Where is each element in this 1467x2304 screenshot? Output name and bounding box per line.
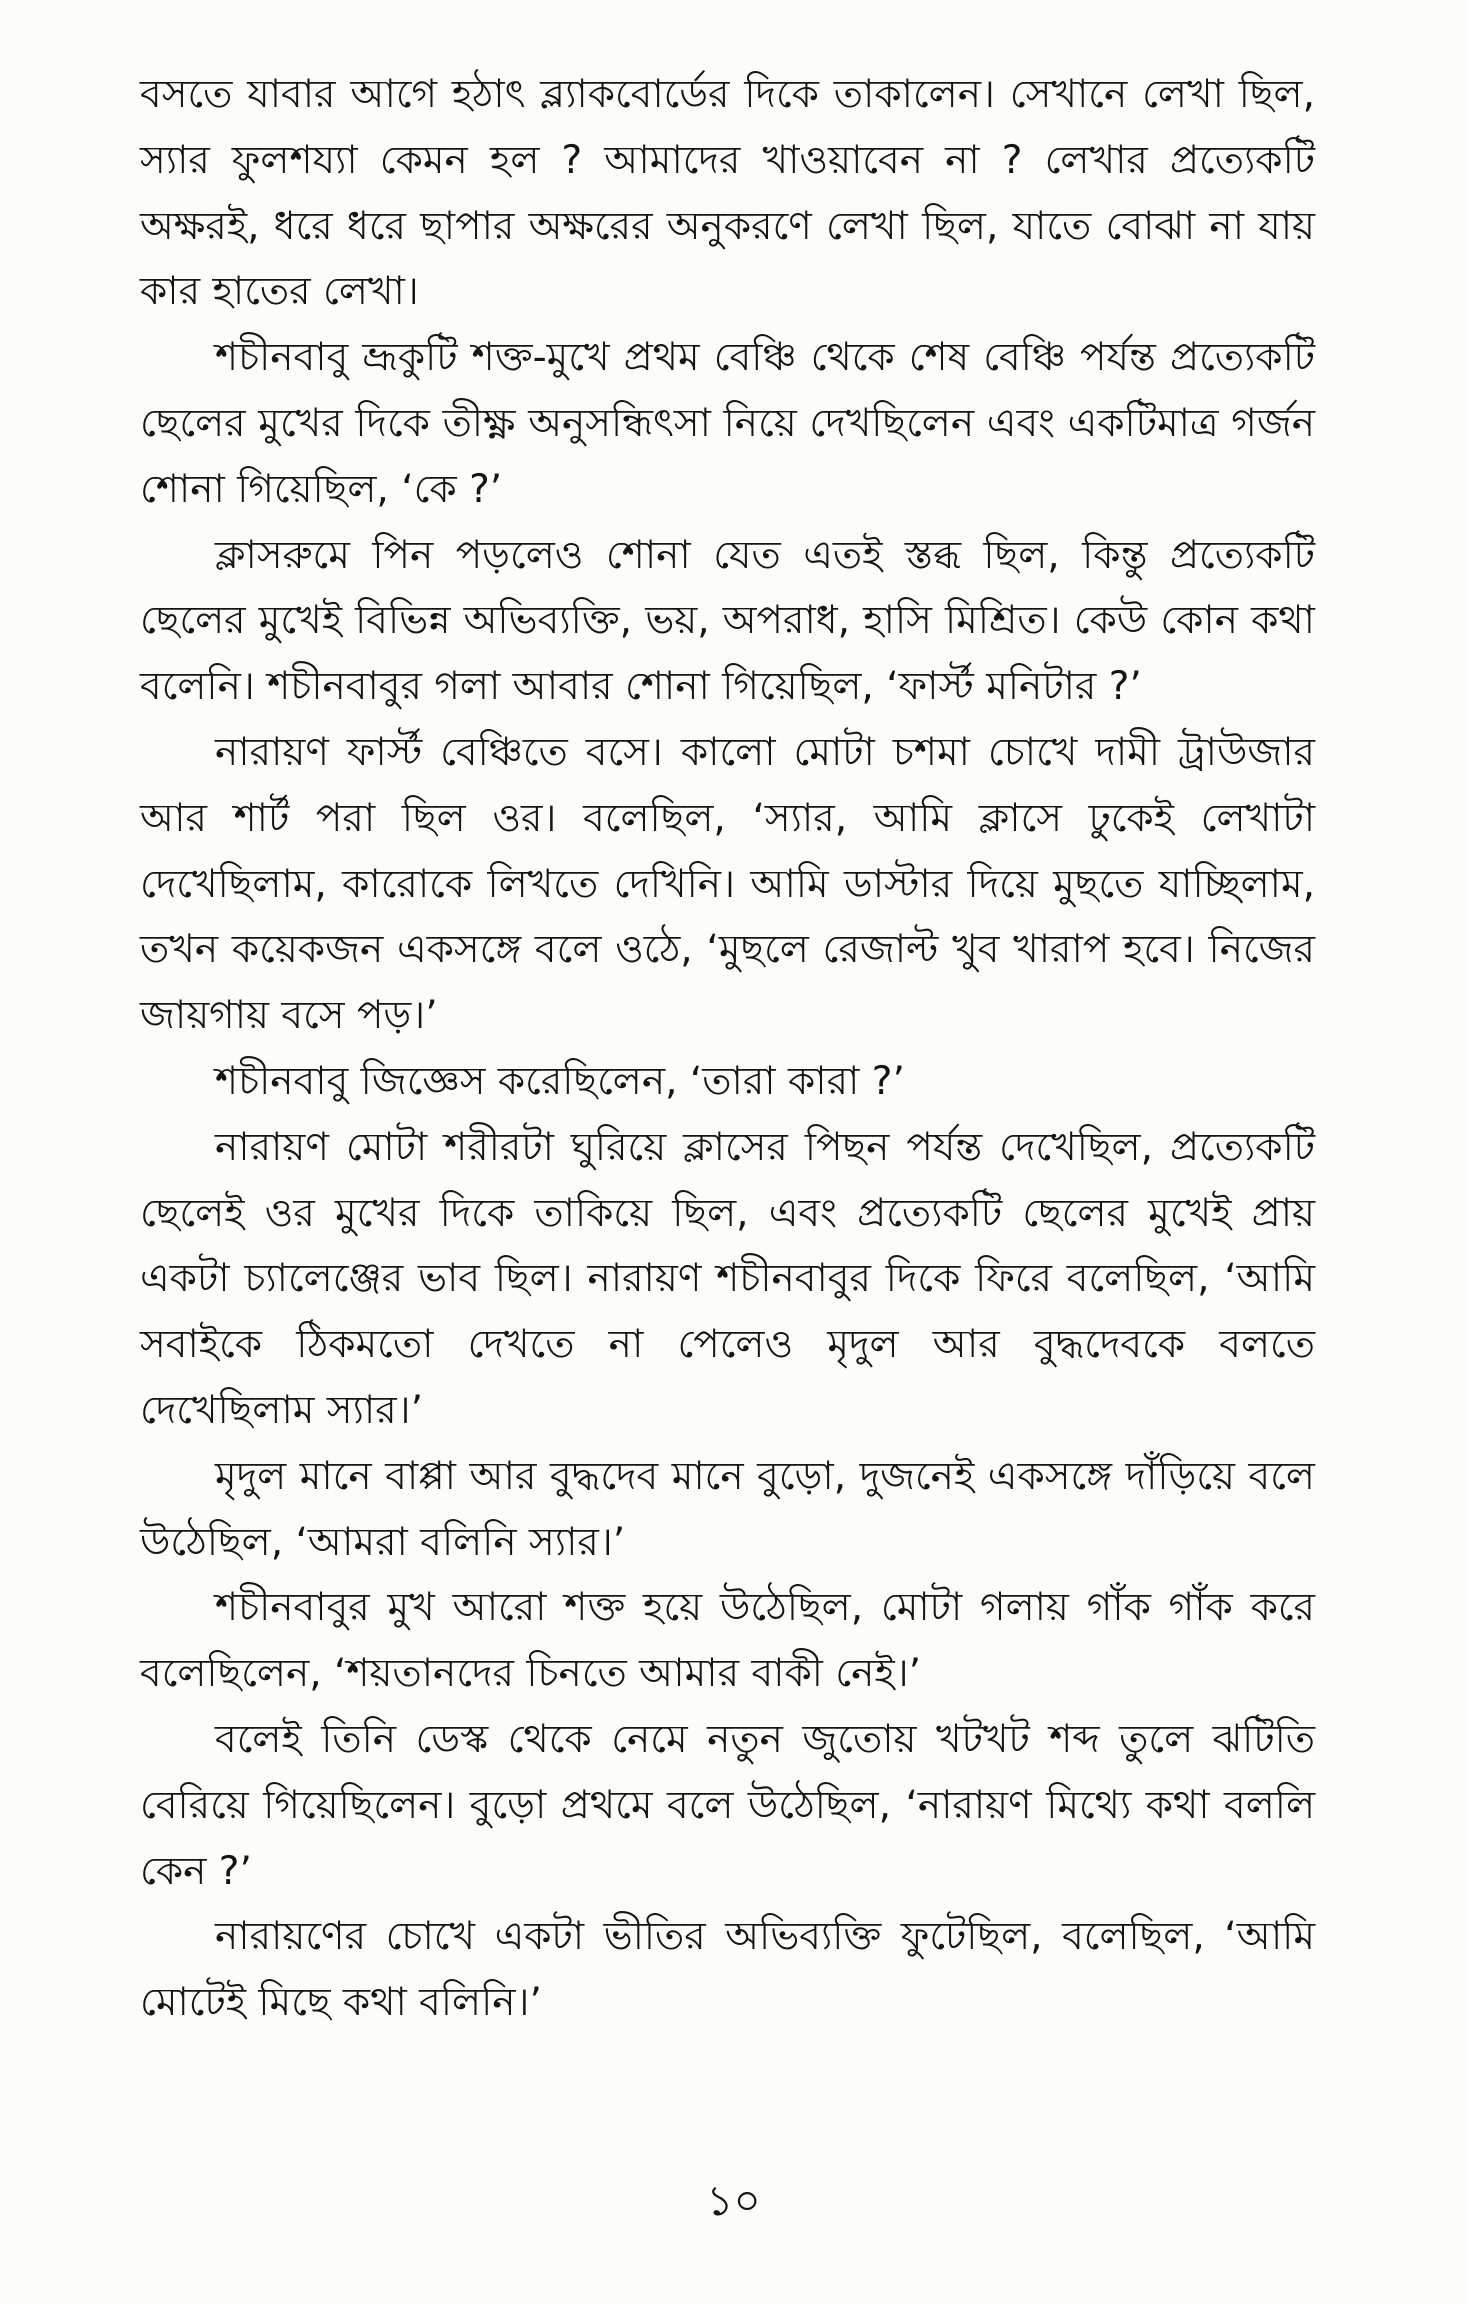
paragraph-10: নারায়ণের চোখে একটা ভীতির অভিব্যক্তি ফুটেছিল, বলেছিল, ‘আমি মোটেই মিছে কথা বলিনি।’	[140, 1914, 1315, 2026]
page-number: ১০	[706, 2176, 761, 2225]
paragraph-2: শচীনবাবু ভ্রূকুটি শক্ত-মুখে প্রথম বেঞ্চি থেকে শেষ বেঞ্চি পর্যন্ত প্রত্যেকটি ছেলের মুখের দিকে তীক্ষ্ণ অনুসন্ধিৎসা নিয়ে দেখছিলেন এবং একটিমাত্র গর্জন শোনা গিয়েছিল, ‘কে ?’	[140, 335, 1315, 512]
paragraph-4: নারায়ণ ফার্স্ট বেঞ্চিতে বসে। কালো মোটা চশমা চোখে দামী ট্রাউজার আর শার্ট পরা ছিল ওর। বলেছিল, ‘স্যার, আমি ক্লাসে ঢুকেই লেখাটা দেখেছিলাম, কারোকে লিখতে দেখিনি। আমি ডাস্টার দিয়ে মুছতে যাচ্ছিলাম, তখন কয়েকজন একসঙ্গে বলে ওঠে, ‘মুছলে রেজাল্ট খুব খারাপ হবে। নিজের জায়গায় বসে পড়।’	[140, 729, 1315, 1039]
paragraph-6: নারায়ণ মোটা শরীরটা ঘুরিয়ে ক্লাসের পিছন পর্যন্ত দেখেছিল, প্রত্যেকটি ছেলেই ওর মুখের দিকে তাকিয়ে ছিল, এবং প্রত্যেকটি ছেলের মুখেই প্রায় একটা চ্যালেঞ্জের ভাব ছিল। নারায়ণ শচীনবাবুর দিকে ফিরে বলেছিল, ‘আমি সবাইকে ঠিকমতো দেখতে না পেলেও মৃদুল আর বুদ্ধদেবকে বলতে দেখেছিলাম স্যার।’	[140, 1124, 1315, 1433]
paragraph-7: মৃদুল মানে বাপ্পা আর বুদ্ধদেব মানে বুড়ো, দুজনেই একসঙ্গে দাঁড়িয়ে বলে উঠেছিল, ‘আমরা বলিনি স্যার।’	[140, 1453, 1315, 1565]
paragraph-3: ক্লাসরুমে পিন পড়লেও শোনা যেত এতই স্তব্ধ ছিল, কিন্তু প্রত্যেকটি ছেলের মুখেই বিভিন্ন অভিব্যক্তি, ভয়, অপরাধ, হাসি মিশ্রিত। কেউ কোন কথা বলেনি। শচীনবাবুর গলা আবার শোনা গিয়েছিল, ‘ফার্স্ট মনিটার ?’	[140, 532, 1315, 710]
paragraph-9: বলেই তিনি ডেস্ক থেকে নেমে নতুন জুতোয় খটখট শব্দ তুলে ঝটিতি বেরিয়ে গিয়েছিলেন। বুড়ো প্রথমে বলে উঠেছিল, ‘নারায়ণ মিথ্যে কথা বললি কেন ?’	[140, 1716, 1315, 1894]
body-text	[140, 62, 1315, 2036]
paragraph-1: বসতে যাবার আগে হঠাৎ ব্ল্যাকবোর্ডের দিকে তাকালেন। সেখানে লেখা ছিল, স্যার ফুলশয্যা কেমন হল ? আমাদের খাওয়াবেন না ? লেখার প্রত্যেকটি অক্ষরই, ধরে ধরে ছাপার অক্ষরের অনুকরণে লেখা ছিল, যাতে বোঝা না যায় কার হাতের লেখা।	[140, 72, 1315, 315]
paragraph-8: শচীনবাবুর মুখ আরো শক্ত হয়ে উঠেছিল, মোটা গলায় গাঁক গাঁক করে বলেছিলেন, ‘শয়তানদের চিনতে আমার বাকী নেই।’	[140, 1585, 1315, 1697]
paragraph-5: শচীনবাবু জিজ্ঞেস করেছিলেন, ‘তারা কারা ?’	[215, 1058, 905, 1104]
